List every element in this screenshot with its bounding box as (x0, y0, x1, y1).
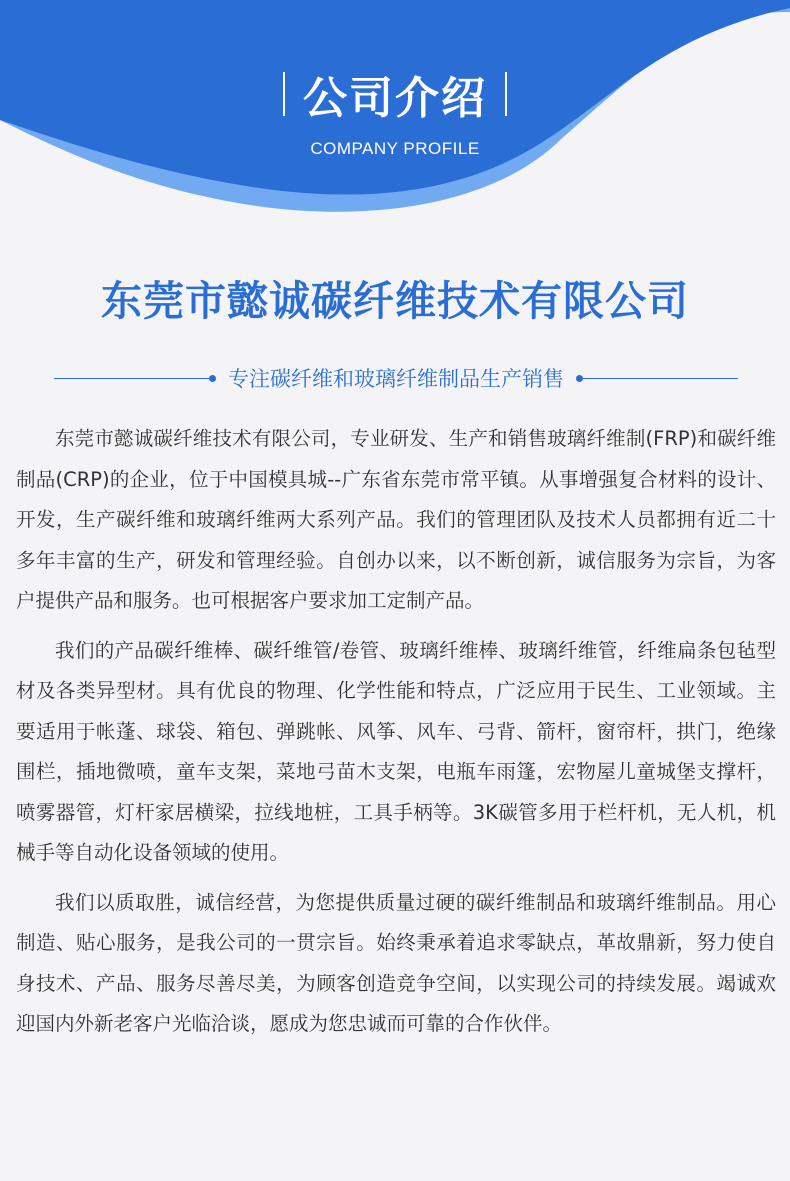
company-description (16, 419, 776, 1054)
tagline-left-line (54, 378, 209, 379)
section-subtitle: COMPANY PROFILE (310, 139, 480, 158)
tagline-right-dot (576, 375, 583, 382)
section-title (0, 62, 790, 126)
company-name: 东莞市懿诚碳纤维技术有限公司 (101, 277, 689, 325)
description-paragraph: 东莞市懿诚碳纤维技术有限公司，专业研发、生产和销售玻璃纤维制(FRP)和碳纤维制品(CRP)的企业，位于中国模具城--广东省东莞市常平镇。从事增强复合材料的设计、开发，生产碳纤维和玻璃纤维两大系列产品。我们的管理团队及技术人员都拥有近二十多年丰富的生产，研发和管理经验。自创办以来，以不断创新，诚信服务为宗旨，为客户提供产品和服务。也可根据客户要求加工定制产品。 (16, 427, 776, 612)
tagline-left-dot (209, 375, 216, 382)
section-title-text: 公司介绍 (303, 73, 487, 124)
tagline-row (54, 361, 738, 395)
description-paragraph: 我们以质取胜，诚信经营，为您提供质量过硬的碳纤维制品和玻璃纤维制品。用心制造、贴心服务，是我公司的一贯宗旨。始终秉承着追求零缺点，革故鼎新，努力使自身技术、产品、服务尽善尽美，为顾客创造竞争空间，以实现公司的持续发展。竭诚欢迎国内外新老客户光临洽谈，愿成为您忠诚而可靠的合作伙伴。 (16, 890, 776, 1035)
title-left-bar (283, 72, 285, 116)
title-right-bar (505, 72, 507, 116)
company-tagline: 专注碳纤维和玻璃纤维制品生产销售 (228, 367, 564, 391)
tagline-right-line (583, 378, 738, 379)
description-paragraph: 我们的产品碳纤维棒、碳纤维管/卷管、玻璃纤维棒、玻璃纤维管，纤维扁条包毡型材及各类异型材。具有优良的物理、化学性能和特点，广泛应用于民生、工业领域。主要适用于帐蓬、球袋、箱包、弹跳帐、风筝、风车、弓背、箭杆，窗帘杆，拱门，绝缘围栏，插地微喷，童车支架，菜地弓苗木支架，电瓶车雨篷，宏物屋儿童城堡支撑杆，喷雾器管，灯杆家居横梁，拉线地桩，工具手柄等。3K碳管多用于栏杆机，无人机，机械手等自动化设备领域的使用。 (16, 638, 776, 864)
